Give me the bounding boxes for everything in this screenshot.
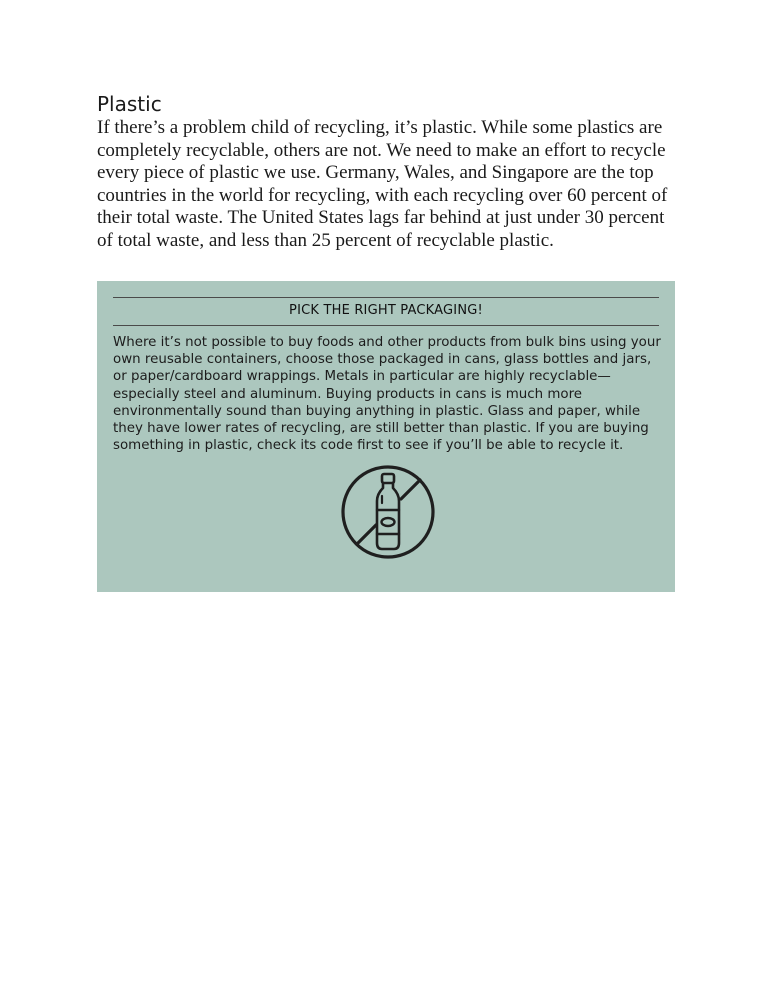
callout-bottom-divider bbox=[113, 325, 659, 326]
body-paragraph: If there’s a problem child of recycling, it’s plastic. While some plastics are completely recyclable, others are not. We need to make an effort to recycle every piece of plastic we use. Germany, Wales, and Singapore are the top countries in the world for recycling, with each recycling over 60 percent of their total waste. The United States lags far behind at just under 30 percent of total waste, and less than 25 percent of recyclable plastic. bbox=[97, 117, 668, 251]
callout-text: Where it’s not possible to buy foods and other products from bulk bins using your own reusable containers, choose those packaged in cans, glass bottles and jars, or paper/cardboard wrappings. Metals in particular are highly recyclable—especially steel and aluminum. Buying products in cans is much more environmentally sound than buying anything in plastic. Glass and paper, while they have lower rates of recycling, are still better than plastic. If you are buying something in plastic, check its code first to see if you’ll be able to recycle it. bbox=[113, 335, 661, 454]
callout-top-divider bbox=[113, 297, 659, 298]
callout-title: PICK THE RIGHT PACKAGING! bbox=[289, 303, 483, 318]
no-plastic-bottle-icon bbox=[340, 464, 436, 560]
callout-box bbox=[97, 281, 675, 592]
section-heading: Plastic bbox=[97, 92, 162, 116]
